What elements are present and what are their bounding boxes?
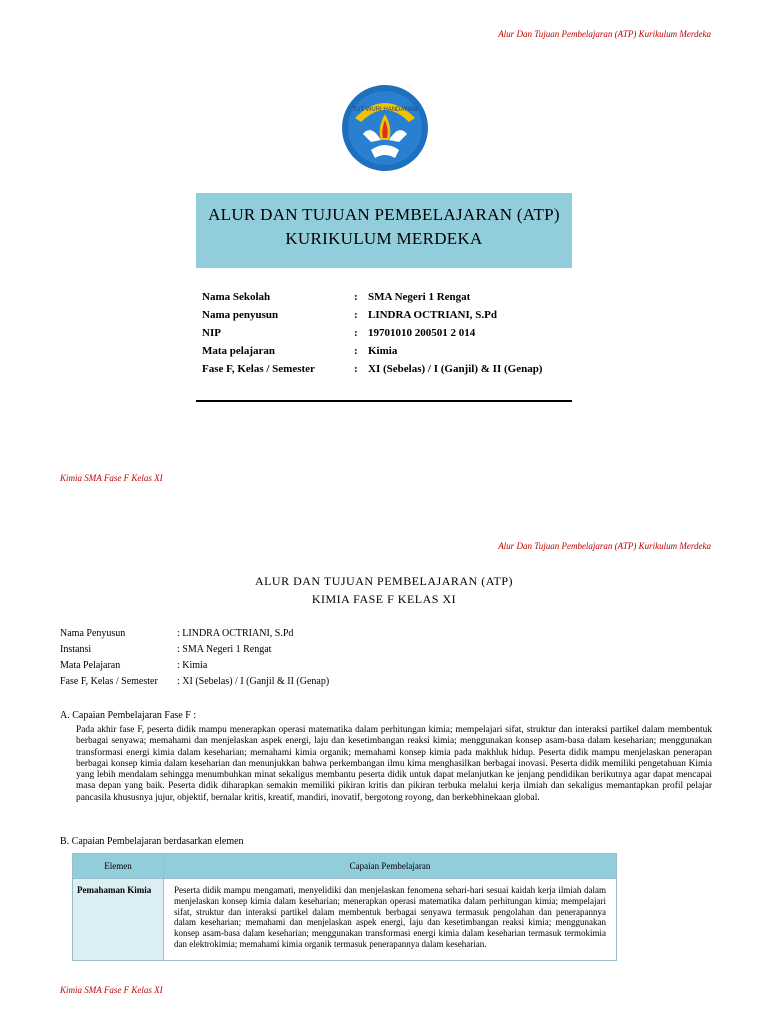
page2-info-label: Instansi: [60, 644, 92, 655]
cover-info-label: Fase F, Kelas / Semester: [202, 363, 315, 375]
tut-wuri-handayani-logo-icon: [341, 84, 429, 172]
table-row: [73, 879, 617, 961]
page2-info-row: [60, 628, 329, 644]
running-header: Alur Dan Tujuan Pembelajaran (ATP) Kurikulum Merdeka: [498, 29, 711, 39]
cover-info-label: NIP: [202, 327, 221, 339]
page2-info-label: Nama Penyusun: [60, 628, 126, 639]
cover-info-value: SMA Negeri 1 Rengat: [368, 291, 471, 303]
cover-info-value: XI (Sebelas) / I (Ganjil) & II (Genap): [368, 363, 543, 375]
cover-info-value: 19701010 200501 2 014: [368, 327, 476, 339]
cover-info-row: [202, 363, 542, 381]
section-a-paragraph: Pada akhir fase F, peserta didik mampu menerapkan operasi matematika dalam perhitungan kimia; mempelajari sifat, struktur dan interaksi partikel dalam membentuk berbagai senyawa; memahami dan menjelaskan aspek energi, laju dan kesetimbangan reaksi kimia; menggunakan konsep asam-basa dalam keseharian; menggunakan transformasi energi kimia dalam keseharian; memahami kimia organik; memahami konsep kimia pada makhluk hidup. Peserta didik mampu menjelaskan penerapan berbagai konsep kimia dalam keseharian dan menunjukkan bahwa perkembangan ilmu kima menghasilkan berbagai inovasi. Peserta didik memiliki pengetahuan Kimia yang lebih mendalam sehingga menumbuhkan minat sekaligus membantu peserta didik untuk dapat melanjutkan ke jenjang pendidikan berikutnya agar dapat mencapai masa depan yang baik. Peserta didik diharapkan semakin memiliki pikiran kritis dan pikiran terbuka melalui kerja ilmiah dan sekaligus memantapkan profil pelajar pancasila khususnya jujur, objektif, bernalar kritis, kreatif, mandiri, inovatif, bergotong royong, dan berkebhinekaan global.: [76, 725, 712, 803]
page2-info-value: : XI (Sebelas) / I (Ganjil & II (Genap): [177, 676, 330, 687]
cover-divider: [196, 400, 572, 402]
capaian-table: [72, 853, 617, 961]
cover-info-sep: :: [354, 309, 358, 321]
cover-info-row: [202, 291, 542, 309]
header-capaian: Capaian Pembelajaran: [164, 854, 617, 879]
page2-info-table: [60, 628, 329, 692]
page2-info-value: : SMA Negeri 1 Rengat: [177, 644, 272, 655]
page2-info-row: [60, 676, 329, 692]
cover-info-table: [202, 291, 542, 381]
section-a-heading: A. Capaian Pembelajaran Fase F :: [60, 710, 197, 721]
cover-info-row: [202, 309, 542, 327]
cover-info-sep: :: [354, 363, 358, 375]
page2-info-row: [60, 644, 329, 660]
page2-info-label: Fase F, Kelas / Semester: [60, 676, 158, 687]
cover-info-row: [202, 327, 542, 345]
cover-info-sep: :: [354, 327, 358, 339]
running-header: Alur Dan Tujuan Pembelajaran (ATP) Kurikulum Merdeka: [498, 541, 711, 551]
running-footer: Kimia SMA Fase F Kelas XI: [60, 473, 163, 483]
cover-info-value: Kimia: [368, 345, 398, 357]
running-footer: Kimia SMA Fase F Kelas XI: [60, 985, 163, 995]
cover-title-box: [196, 193, 572, 268]
cover-info-row: [202, 345, 542, 363]
header-elemen: Elemen: [73, 854, 164, 879]
cover-title-line1: ALUR DAN TUJUAN PEMBELAJARAN (ATP): [208, 205, 560, 224]
page2-title-line2: KIMIA FASE F KELAS XI: [311, 592, 457, 606]
page2-info-value: : LINDRA OCTRIANI, S.Pd: [177, 628, 294, 639]
cover-info-label: Nama penyusun: [202, 309, 279, 321]
cover-info-label: Mata pelajaran: [202, 345, 276, 357]
capaian-table-header: [73, 854, 617, 879]
cover-info-sep: :: [354, 345, 358, 357]
page2-info-row: [60, 660, 329, 676]
cell-elemen: Pemahaman Kimia: [73, 879, 164, 961]
cover-info-value: LINDRA OCTRIANI, S.Pd: [368, 309, 497, 321]
cover-info-label: Nama Sekolah: [202, 291, 271, 303]
section-b-heading: B. Capaian Pembelajaran berdasarkan elemen: [60, 836, 244, 847]
logo-ribbon-text: TUT WURI HANDAYANI: [352, 107, 418, 113]
page2-info-value: : Kimia: [177, 660, 208, 671]
page2-title-line1: ALUR DAN TUJUAN PEMBELAJARAN (ATP): [254, 574, 514, 588]
cover-title-line2: KURIKULUM MERDEKA: [285, 229, 483, 248]
cell-capaian: Peserta didik mampu mengamati, menyelidiki dan menjelaskan fenomena sehari-hari sesuai kaidah kerja ilmiah dalam menjelaskan konsep kimia dalam keseharian; menerapkan operasi matematika dalam perhitungan kimia; mempelajari sifat, struktur dan interaksi partikel dalam membentuk berbagai senyawa termasuk pengolahan dan penerapannya dalam keseharian; memahami dan menjelaskan aspek energi, laju dan kesetimbangan reaksi kimia; menggunakan konsep asam-basa dalam keseharian; menggunakan transformasi energi kimia dalam keseharian termasuk termokimia dan elektrokimia; memahami kimia organik termasuk penerapannya dalam keseharian.: [164, 879, 617, 961]
page2-info-label: Mata Pelajaran: [60, 660, 121, 671]
cover-info-sep: :: [354, 291, 358, 303]
